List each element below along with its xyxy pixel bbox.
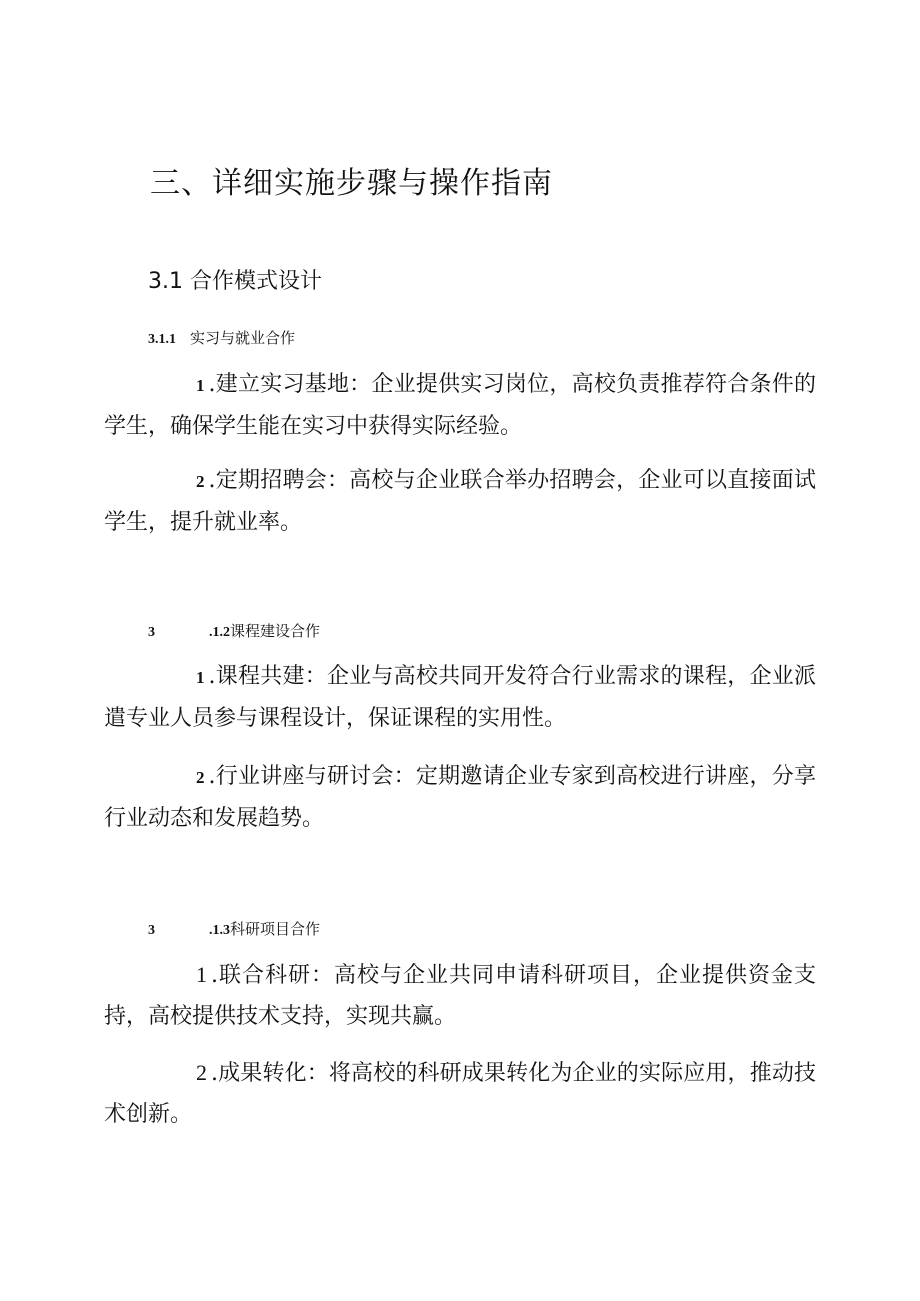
subsection-number-a: 3 [148, 923, 155, 938]
subsection-number-b: .1.3 [209, 923, 230, 938]
subsection-heading-1 [148, 328, 295, 350]
item-index: 1 [196, 962, 207, 987]
item-index: 1 [196, 668, 205, 687]
item-text: .课程共建：企业与高校共同开发符合行业需求的课程，企业派遣专业人员参与课程设计，保证课程的实用性。 [104, 664, 816, 731]
item-text: .联合科研：高校与企业共同申请科研项目，企业提供资金支持，高校提供技术支持，实现共赢。 [104, 963, 816, 1029]
item-index: 2 [196, 1060, 207, 1085]
item-text: .行业讲座与研讨会：定期邀请企业专家到高校进行讲座，分享行业动态和发展趋势。 [104, 764, 816, 831]
item-index: 2 [196, 472, 205, 491]
subsection-title: 科研项目合作 [230, 920, 321, 938]
item-index: 2 [196, 768, 205, 787]
subsection-number: 3.1.1 [148, 332, 176, 347]
item-text: .建立实习基地：企业提供实习岗位，高校负责推荐符合条件的学生，确保学生能在实习中获得实际经验。 [104, 372, 816, 439]
paragraph-item [104, 656, 816, 739]
subsection-title: 课程建设合作 [230, 622, 321, 640]
item-index: 1 [196, 376, 205, 395]
item-text: .成果转化：将高校的科研成果转化为企业的实际应用，推动技术创新。 [104, 1061, 816, 1127]
subsection-number-b: .1.2 [209, 625, 230, 640]
item-text: .定期招聘会：高校与企业联合举办招聘会，企业可以直接面试学生，提升就业率。 [104, 468, 816, 535]
paragraph-item [104, 460, 816, 543]
page-title: 三、详细实施步骤与操作指南 [150, 166, 553, 201]
paragraph-item [104, 756, 816, 839]
section-heading: 3.1 合作模式设计 [148, 269, 322, 294]
subsection-title: 实习与就业合作 [190, 329, 296, 347]
paragraph-item [104, 954, 816, 1037]
subsection-heading-2 [148, 621, 320, 643]
paragraph-item [104, 364, 816, 447]
subsection-number-a: 3 [148, 625, 155, 640]
paragraph-item [104, 1052, 816, 1135]
subsection-heading-3 [148, 919, 320, 941]
